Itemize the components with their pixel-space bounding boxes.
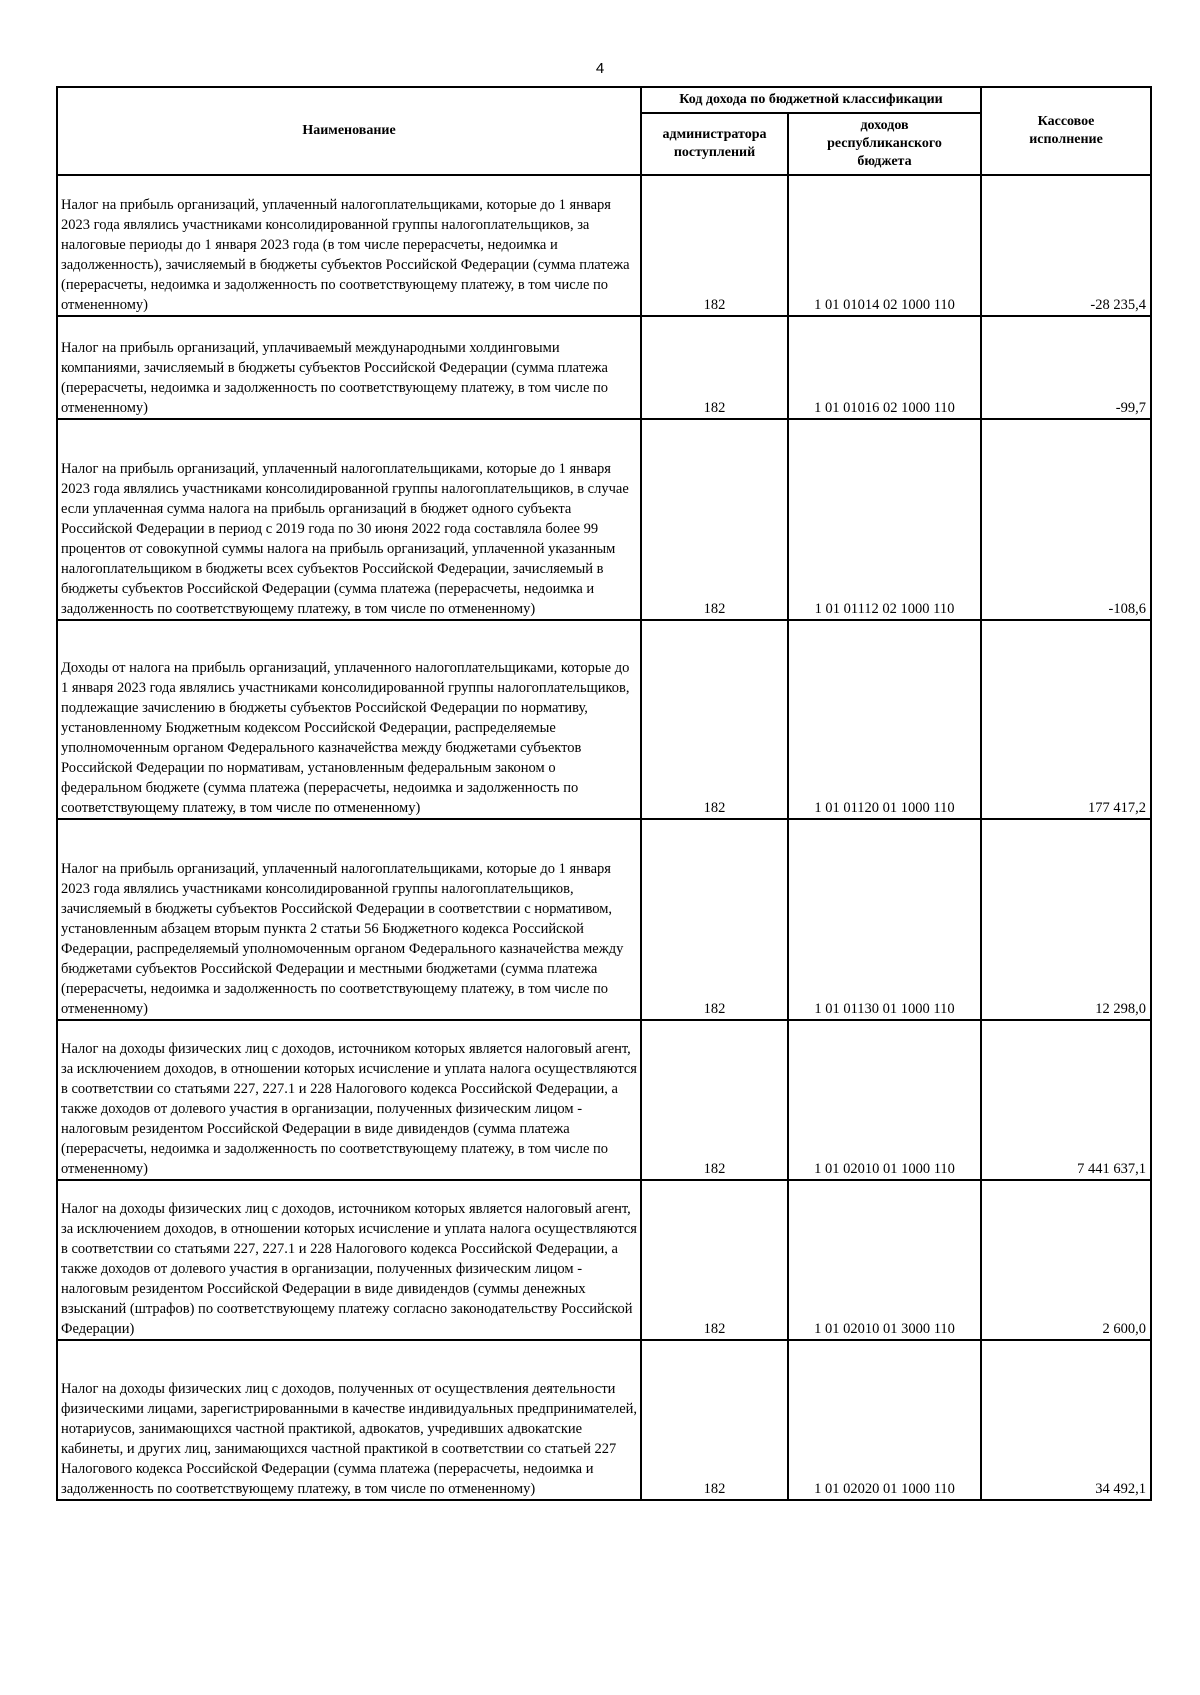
header-admin: администратора поступлений <box>641 113 788 175</box>
row-name: Налог на прибыль организаций, уплаченный налогоплательщиками, которые до 1 января 2023 года являлись участниками консолидированной группы налогоплательщиков, за налоговые периоды до 1 января 2023 года (в том числе перерасчеты, недоимка и задолженность), зачисляемый в бюджеты субъектов Российской Федерации (сумма платежа (перерасчеты, недоимка и задолженность по соответствующему платежу, в том числе по отмененному) <box>57 175 641 316</box>
table-row <box>57 1340 1151 1500</box>
row-income-code: 1 01 01112 02 1000 110 <box>788 419 981 620</box>
row-amount: -28 235,4 <box>981 175 1151 316</box>
row-income-code: 1 01 01130 01 1000 110 <box>788 819 981 1020</box>
row-income-code: 1 01 02020 01 1000 110 <box>788 1340 981 1500</box>
row-name: Доходы от налога на прибыль организаций, уплаченного налогоплательщиками, которые до 1 января 2023 года являлись участниками консолидированной группы налогоплательщиков, подлежащие зачислению в бюджеты субъектов Российской Федерации по нормативу, установленному Бюджетным кодексом Российской Федерации, распределяемые уполномоченным органом Федерального казначейства между бюджетами субъектов Российской Федерации по нормативам, установленным федеральным законом о федеральном бюджете (сумма платежа (перерасчеты, недоимка и задолженность по соответствующему платежу, в том числе по отмененному) <box>57 620 641 819</box>
row-admin-code: 182 <box>641 1020 788 1180</box>
row-amount: -108,6 <box>981 419 1151 620</box>
row-income-code: 1 01 01016 02 1000 110 <box>788 316 981 419</box>
header-code-group: Код дохода по бюджетной классификации <box>641 87 981 113</box>
row-admin-code: 182 <box>641 419 788 620</box>
row-admin-code: 182 <box>641 1340 788 1500</box>
budget-income-table <box>56 86 1152 1501</box>
row-income-code: 1 01 01120 01 1000 110 <box>788 620 981 819</box>
row-amount: 12 298,0 <box>981 819 1151 1020</box>
row-income-code: 1 01 01014 02 1000 110 <box>788 175 981 316</box>
row-amount: 177 417,2 <box>981 620 1151 819</box>
row-admin-code: 182 <box>641 316 788 419</box>
table-row <box>57 419 1151 620</box>
row-name: Налог на прибыль организаций, уплаченный налогоплательщиками, которые до 1 января 2023 года являлись участниками консолидированной группы налогоплательщиков, в случае если уплаченная сумма налога на прибыль организаций в бюджет одного субъекта Российской Федерации в период с 2019 года по 30 июня 2022 года составляла более 99 процентов от совокупной суммы налога на прибыль организаций, уплаченной указанным налогоплательщиком в бюджеты всех субъектов Российской Федерации, зачисляемый в бюджеты субъектов Российской Федерации (сумма платежа (перерасчеты, недоимка и задолженность по соответствующему платежу, в том числе по отмененному) <box>57 419 641 620</box>
table-row <box>57 819 1151 1020</box>
row-amount: 2 600,0 <box>981 1180 1151 1340</box>
row-name: Налог на доходы физических лиц с доходов, полученных от осуществления деятельности физическими лицами, зарегистрированными в качестве индивидуальных предпринимателей, нотариусов, занимающихся частной практикой, адвокатов, учредивших адвокатские кабинеты, и других лиц, занимающихся частной практикой в соответствии со статьей 227 Налогового кодекса Российской Федерации (сумма платежа (перерасчеты, недоимка и задолженность по соответствующему платежу, в том числе по отмененному) <box>57 1340 641 1500</box>
row-admin-code: 182 <box>641 620 788 819</box>
row-admin-code: 182 <box>641 819 788 1020</box>
row-amount: 34 492,1 <box>981 1340 1151 1500</box>
row-income-code: 1 01 02010 01 3000 110 <box>788 1180 981 1340</box>
row-amount: 7 441 637,1 <box>981 1020 1151 1180</box>
page-number: 4 <box>595 60 605 77</box>
row-admin-code: 182 <box>641 1180 788 1340</box>
header-name: Наименование <box>57 87 641 175</box>
table-row <box>57 620 1151 819</box>
row-name: Налог на прибыль организаций, уплачиваемый международными холдинговыми компаниями, зачисляемый в бюджеты субъектов Российской Федерации (сумма платежа (перерасчеты, недоимка и задолженность по соответствующему платежу, в том числе по отмененному) <box>57 316 641 419</box>
header-execution: Кассовое исполнение <box>981 87 1151 175</box>
row-admin-code: 182 <box>641 175 788 316</box>
row-name: Налог на прибыль организаций, уплаченный налогоплательщиками, которые до 1 января 2023 года являлись участниками консолидированной группы налогоплательщиков, зачисляемый в бюджеты субъектов Российской Федерации в соответствии с нормативом, установленным абзацем вторым пункта 2 статьи 56 Бюджетного кодекса Российской Федерации, распределяемый уполномоченным органом Федерального казначейства между бюджетами субъектов Российской Федерации и местными бюджетами (сумма платежа (перерасчеты, недоимка и задолженность по соответствующему платежу, в том числе по отмененному) <box>57 819 641 1020</box>
header-income: доходов республиканского бюджета <box>788 113 981 175</box>
table-row <box>57 1180 1151 1340</box>
table-row <box>57 175 1151 316</box>
row-amount: -99,7 <box>981 316 1151 419</box>
table-row <box>57 1020 1151 1180</box>
row-income-code: 1 01 02010 01 1000 110 <box>788 1020 981 1180</box>
table-row <box>57 316 1151 419</box>
row-name: Налог на доходы физических лиц с доходов, источником которых является налоговый агент, за исключением доходов, в отношении которых исчисление и уплата налога осуществляются в соответствии со статьями 227, 227.1 и 228 Налогового кодекса Российской Федерации, а также доходов от долевого участия в организации, полученных физическим лицом - налоговым резидентом Российской Федерации в виде дивидендов (суммы денежных взысканий (штрафов) по соответствующему платежу согласно законодательству Российской Федерации) <box>57 1180 641 1340</box>
row-name: Налог на доходы физических лиц с доходов, источником которых является налоговый агент, за исключением доходов, в отношении которых исчисление и уплата налога осуществляются в соответствии со статьями 227, 227.1 и 228 Налогового кодекса Российской Федерации, а также доходов от долевого участия в организации, полученных физическим лицом - налоговым резидентом Российской Федерации в виде дивидендов (сумма платежа (перерасчеты, недоимка и задолженность по соответствующему платежу, в том числе по отмененному) <box>57 1020 641 1180</box>
